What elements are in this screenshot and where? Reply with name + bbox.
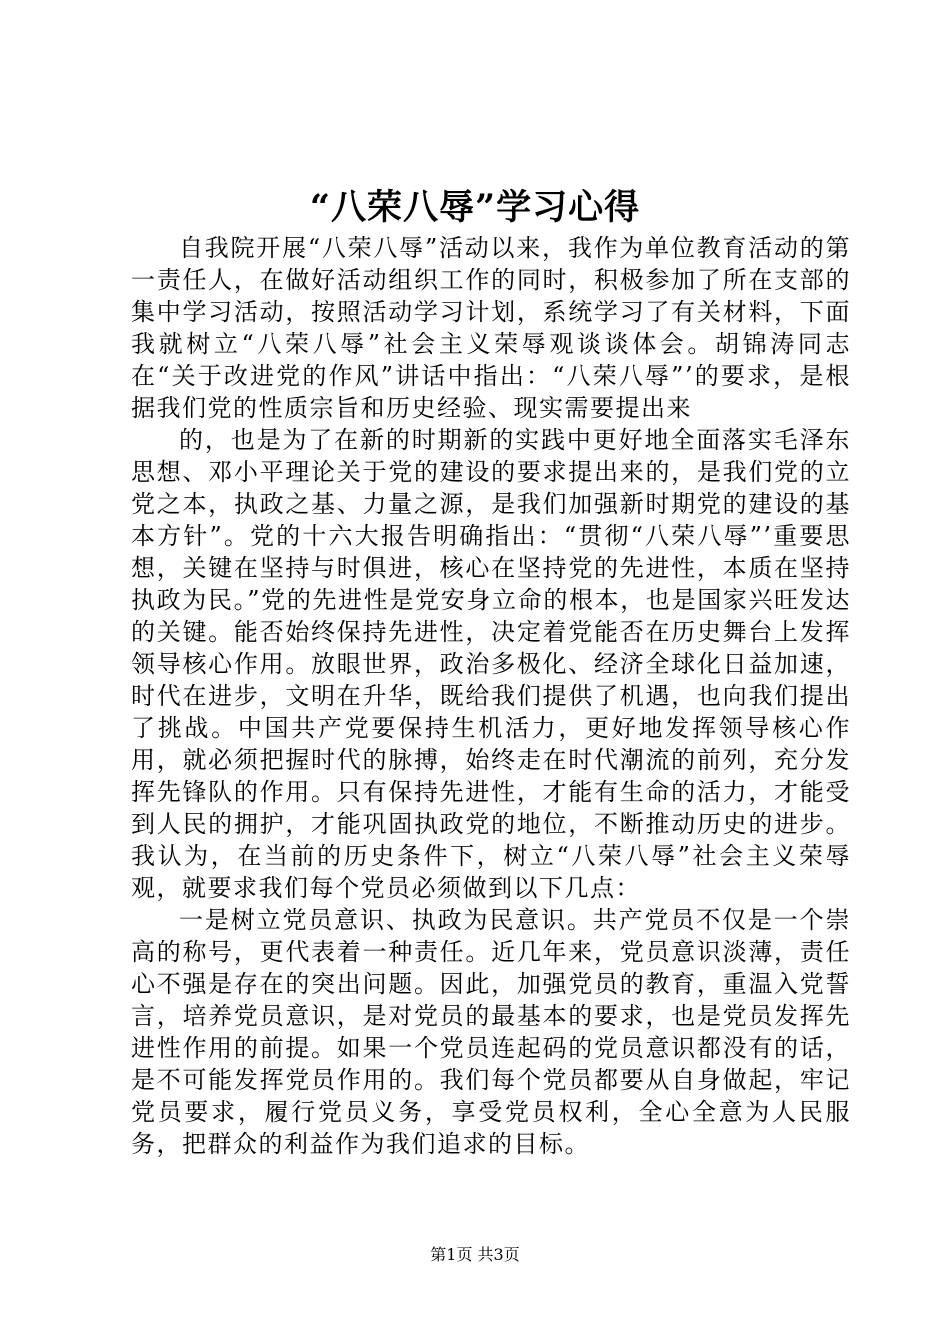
document-title: “八荣八辱”学习心得 (309, 187, 641, 228)
document-body (131, 232, 851, 1160)
page-number-footer: 第1页 共3页 (430, 1245, 520, 1264)
paragraph-3: 一是树立党员意识、执政为民意识。共产党员不仅是一个崇高的称号，更代表着一种责任。近几年来，党员意识淡薄，责任心不强是存在的突出问题。因此，加强党员的教育，重温入党誓言，培养党员意识，是对党员的最基本的要求，也是党员发挥先进性作用的前提。如果一个党员连起码的党员意识都没有的话，是不可能发挥党员作用的。我们每个党员都要从自身做起，牢记党员要求，履行党员义务，享受党员权利，全心全意为人民服务，把群众的利益作为我们追求的目标。 (131, 906, 851, 1158)
paragraph-2: 的，也是为了在新的时期新的实践中更好地全面落实毛泽东思想、邓小平理论关于党的建设的要求提出来的，是我们党的立党之本，执政之基、力量之源，是我们加强新时期党的建设的基本方针”。党的十六大报告明确指出：“贯彻“八荣八辱”’重要思想，关键在坚持与时俱进，核心在坚持党的先进性，本质在坚持执政为民。”党的先进性是党安身立命的根本，也是国家兴旺发达的关键。能否始终保持先进性，决定着党能否在历史舞台上发挥领导核心作用。放眼世界，政治多极化、经济全球化日益加速，时代在进步，文明在升华，既给我们提供了机遇，也向我们提出了挑战。中国共产党要保持生机活力，更好地发挥领导核心作用，就必须把握时代的脉搏，始终走在时代潮流的前列，充分发挥先锋队的作用。只有保持先进性，才能有生命的活力，才能受到人民的拥护，才能巩固执政党的地位，不断推动历史的进步。我认为，在当前的历史条件下，树立“八荣八辱”社会主义荣辱观，就要求我们每个党员必须做到以下几点： (131, 426, 851, 902)
paragraph-1: 自我院开展“八荣八辱”活动以来，我作为单位教育活动的第一责任人，在做好活动组织工作的同时，积极参加了所在支部的集中学习活动，按照活动学习计划，系统学习了有关材料，下面我就树立“八荣八辱”社会主义荣辱观谈谈体会。胡锦涛同志在“关于改进党的作风”讲话中指出：“八荣八辱”’的要求，是根据我们党的性质宗旨和历史经验、现实需要提出来 (131, 234, 851, 422)
